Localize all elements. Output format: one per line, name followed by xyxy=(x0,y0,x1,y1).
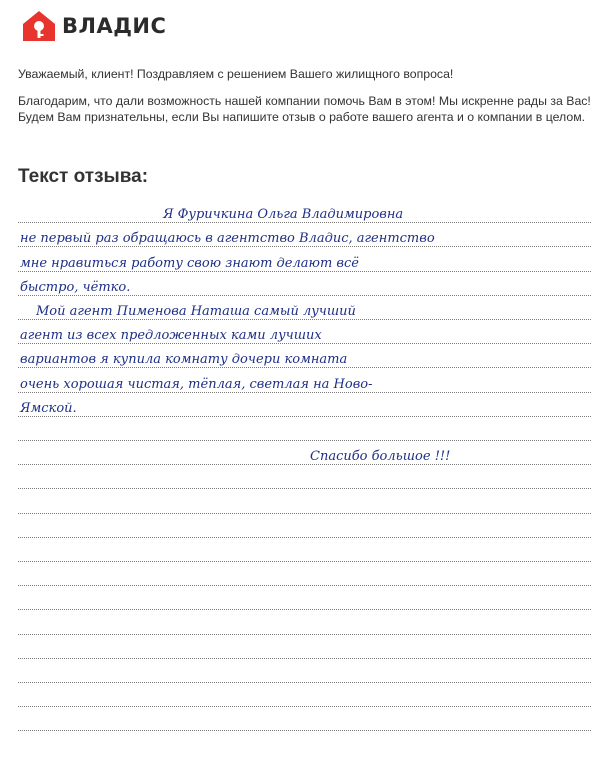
brand-logo xyxy=(22,10,166,42)
review-title: Текст отзыва: xyxy=(18,166,149,187)
ruled-line xyxy=(18,488,591,489)
handwritten-line xyxy=(18,392,591,416)
handwritten-line xyxy=(18,416,591,440)
handwritten-line xyxy=(18,319,591,343)
ruled-line xyxy=(18,464,591,465)
handwritten-text: мне нравиться работу свою знают делают всё xyxy=(20,256,359,271)
handwritten-text: Спасибо большое !!! xyxy=(310,449,451,464)
handwritten-text: быстро, чётко. xyxy=(20,280,131,295)
handwritten-line xyxy=(18,295,591,319)
handwritten-text: вариантов я купила комнату дочери комната xyxy=(20,352,348,367)
house-key-icon xyxy=(22,10,56,42)
ruled-line xyxy=(18,609,591,610)
handwritten-text: Ямской. xyxy=(20,401,77,416)
thanks-text: Благодарим, что дали возможность нашей компании помочь Вам в этом! Мы искренне рады за Вас! Будем Вам признательны, если Вы напишите отзыв о работе вашего агента и о компании в целом. xyxy=(18,94,591,124)
ruled-line xyxy=(18,706,591,707)
handwritten-text: очень хорошая чистая, тёплая, светлая на Ново- xyxy=(20,377,373,392)
ruled-line xyxy=(18,585,591,586)
handwritten-line xyxy=(18,440,591,464)
ruled-line xyxy=(18,658,591,659)
ruled-line xyxy=(18,561,591,562)
handwritten-line xyxy=(18,343,591,367)
handwritten-text: не первый раз обращаюсь в агентство Владис, агентство xyxy=(20,231,435,246)
handwritten-text: агент из всех предложенных ками лучших xyxy=(20,328,322,343)
brand-name: ВЛАДИС xyxy=(62,14,167,38)
handwritten-line xyxy=(18,271,591,295)
ruled-line xyxy=(18,634,591,635)
handwritten-text: Я Фуричкина Ольга Владимировна xyxy=(163,207,404,222)
ruled-line xyxy=(18,537,591,538)
ruled-line xyxy=(18,513,591,514)
handwritten-line xyxy=(18,368,591,392)
ruled-line xyxy=(18,682,591,683)
ruled-line xyxy=(18,730,591,731)
handwritten-line xyxy=(18,222,591,246)
handwritten-line xyxy=(18,247,591,271)
handwritten-text: Мой агент Пименова Наташа самый лучший xyxy=(36,304,356,319)
handwritten-line xyxy=(18,198,591,222)
greeting-text: Уважаемый, клиент! Поздравляем с решением Вашего жилищного вопроса! xyxy=(18,67,454,81)
